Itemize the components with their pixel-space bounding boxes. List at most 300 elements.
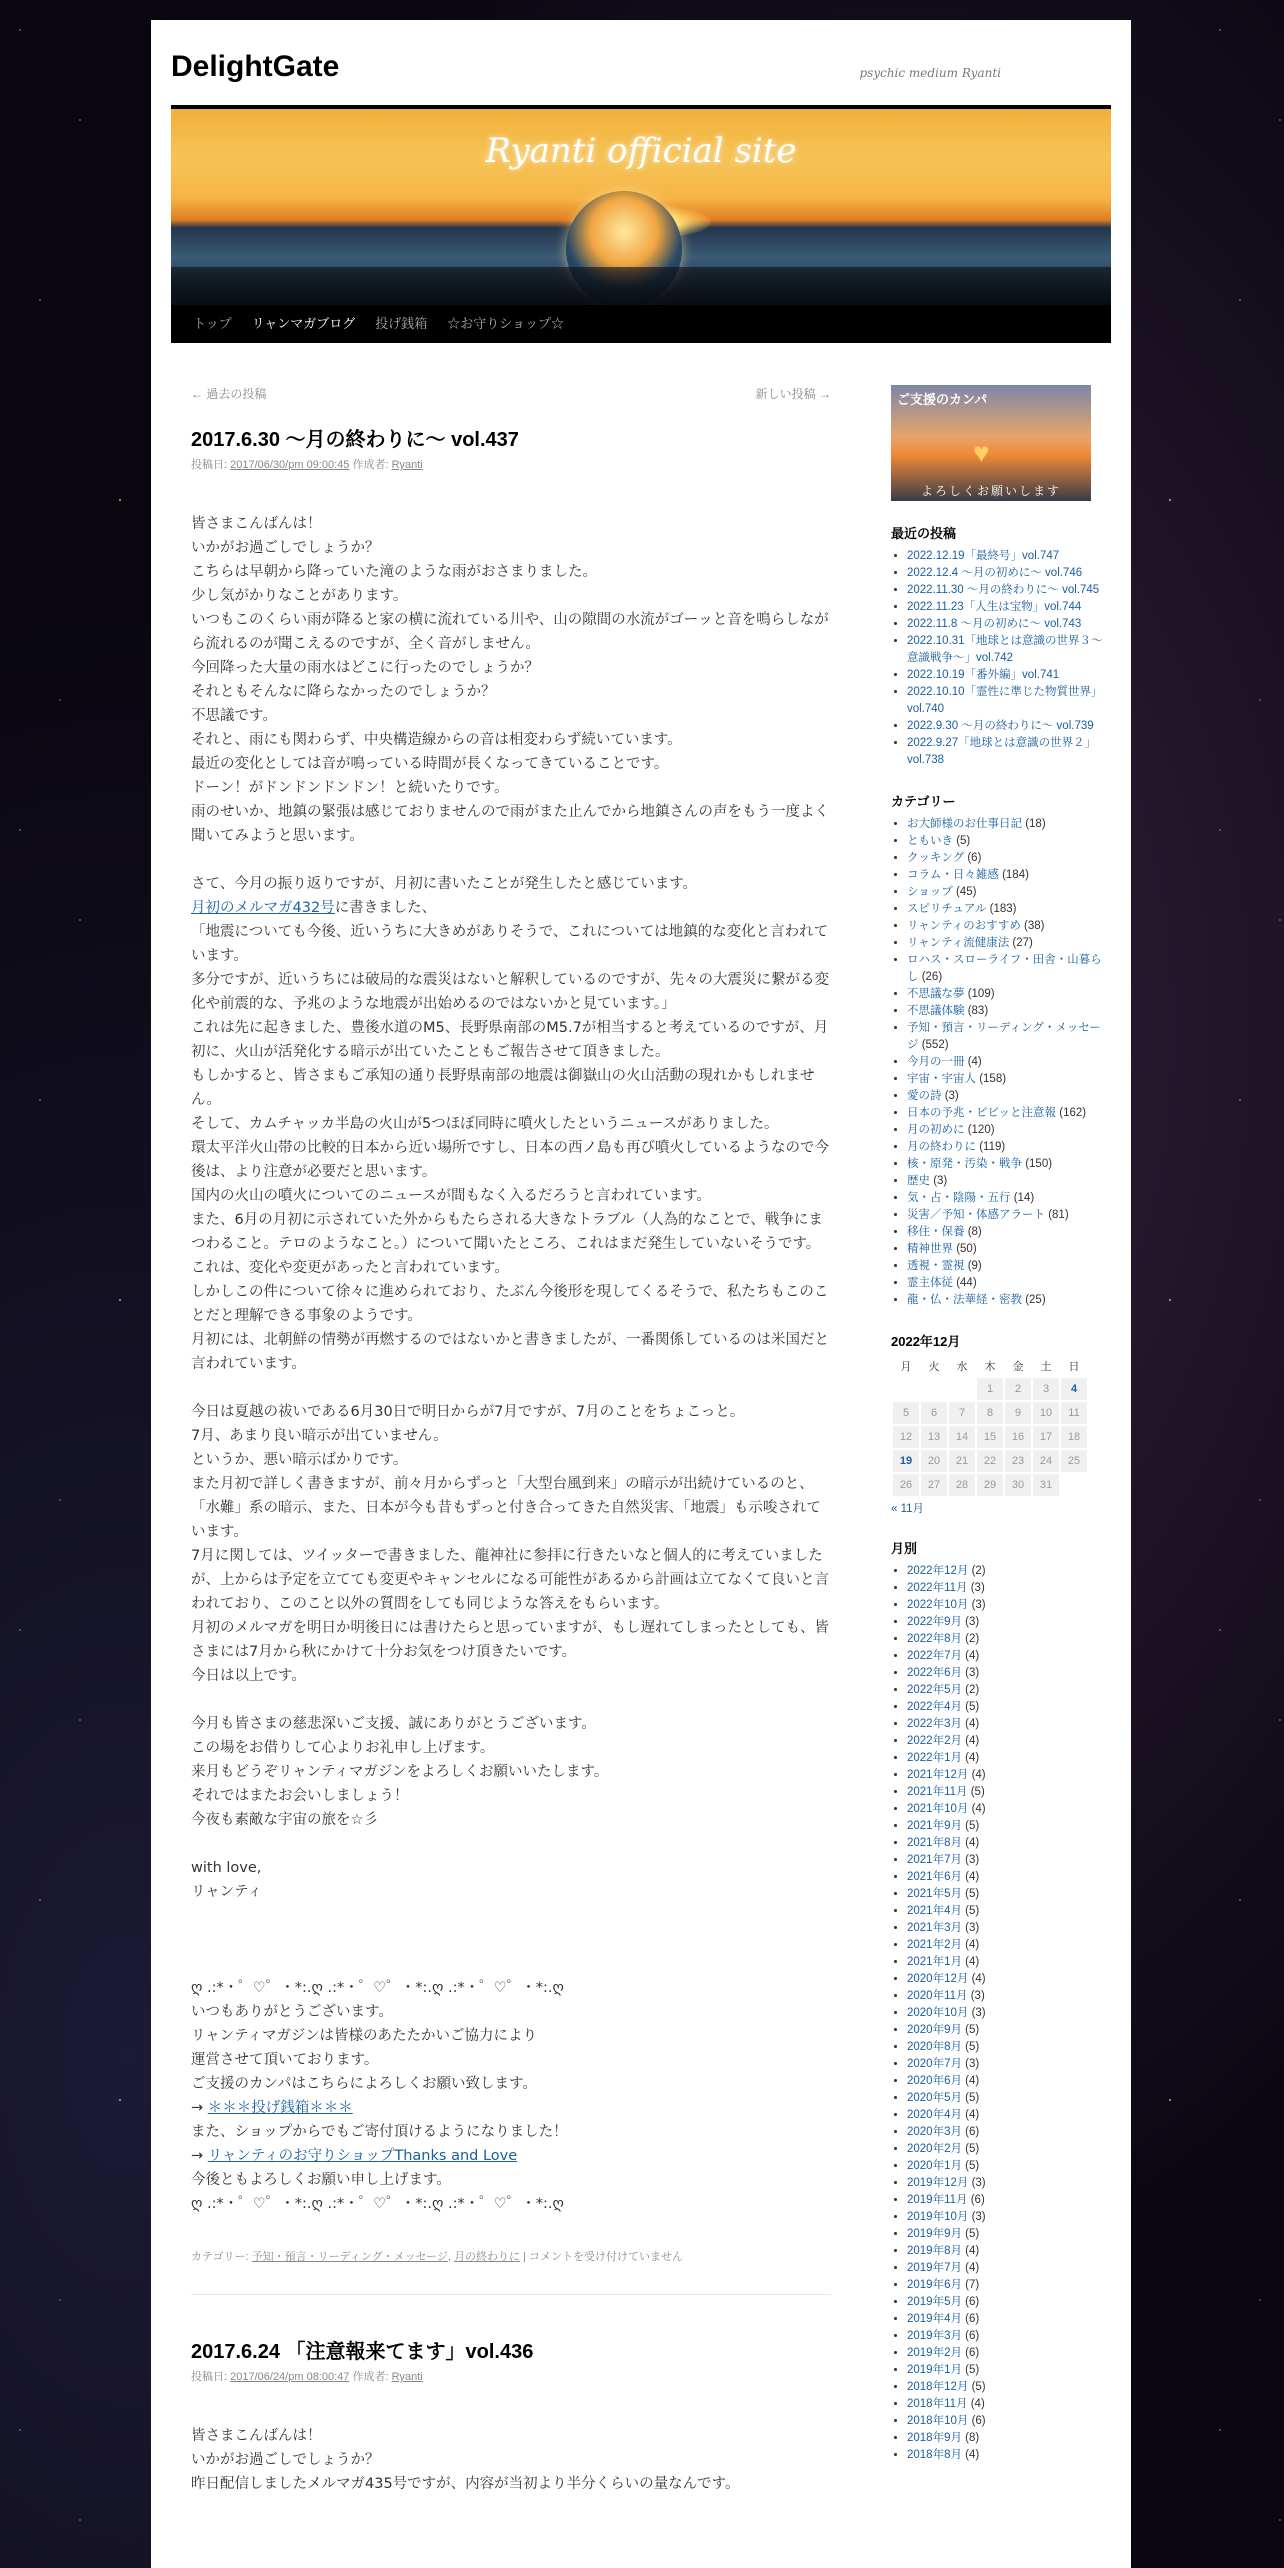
archive-link[interactable]: 2021年9月 [907, 1820, 962, 1832]
archive-link[interactable]: 2019年6月 [907, 2279, 962, 2291]
meta-author-label: 作成者: [349, 2371, 392, 2383]
calendar-day: 23 [1005, 1450, 1031, 1472]
calendar-week-row [893, 1378, 1087, 1400]
comments-closed-text: | コメントを受け付けていません [520, 2251, 684, 2263]
archive-link[interactable]: 2018年8月 [907, 2449, 962, 2461]
category-link[interactable]: 気・占・陰陽・五行 [907, 1192, 1011, 1204]
category-count: (50) [953, 1243, 977, 1255]
archive-count: (4) [967, 2398, 985, 2410]
archive-item [907, 2175, 1111, 2192]
calendar-weekday: 土 [1040, 1361, 1052, 1373]
archive-item [907, 1648, 1111, 1665]
archive-item [907, 1903, 1111, 1920]
link-donation-box[interactable]: ＊＊＊投げ銭箱＊＊＊ [207, 2100, 353, 2116]
archive-link[interactable]: 2020年2月 [907, 2143, 962, 2155]
category-link[interactable]: 核・原発・汚染・戦争 [907, 1158, 1022, 1170]
archive-link[interactable]: 2020年4月 [907, 2109, 962, 2121]
calendar-day: 12 [893, 1426, 919, 1448]
post-paragraph: 7月、あまり良い暗示が出ていません。 [191, 1428, 448, 1444]
archive-count: (2) [968, 1565, 986, 1577]
archive-item [907, 1835, 1111, 1852]
post-paragraph [191, 1832, 831, 1856]
archive-count: (3) [961, 2058, 980, 2070]
archive-link[interactable]: 2022年1月 [907, 1752, 962, 1764]
post-paragraph: 今夜も素敵な宇宙の旅を☆彡 [191, 1812, 378, 1828]
archive-count: (4) [961, 1650, 980, 1662]
archive-item [907, 1563, 1111, 1580]
post-paragraph [191, 848, 831, 872]
post-paragraph: しかしこの件について徐々に進められており、たぶん今後形を現してくるそうで、私たちもこのことだと理解できる事象のようです。 [191, 1284, 829, 1324]
archive-count: (3) [961, 1922, 980, 1934]
calendar-day[interactable]: 19 [893, 1450, 919, 1472]
post-paragraph: 7月に関しては、ツイッターで書きました、龍神社に参拝に行きたいなと個人的に考えていましたが、上からは予定を立てても変更やキャンセルになる可能性があるから計画は立てなくて良いと言われており、このこと以外の質問をしても同じような答えをもらいます。 [191, 1548, 829, 1612]
menu-item-shop[interactable]: ☆お守りショップ☆ [447, 316, 565, 331]
archive-count: (6) [961, 2296, 980, 2308]
archive-link[interactable]: 2021年11月 [907, 1786, 968, 1798]
post-author-link[interactable]: Ryanti [391, 459, 423, 471]
category-count: (38) [1020, 920, 1045, 932]
post-paragraph: 今日は以上です。 [191, 1668, 306, 1684]
archive-link[interactable]: 2019年5月 [907, 2296, 962, 2308]
category-count: (183) [986, 903, 1017, 915]
calendar-day: 10 [1033, 1402, 1059, 1424]
site-title[interactable]: DelightGate [171, 50, 340, 83]
archive-link[interactable]: 2022年11月 [907, 1582, 968, 1594]
category-link[interactable]: お大師様のお仕事日記 [907, 818, 1022, 830]
archive-count: (3) [961, 1854, 980, 1866]
recent-post-link[interactable]: 2022.11.23「人生は宝物」vol.744 [907, 601, 1082, 613]
archive-item [907, 1716, 1111, 1733]
category-count: (26) [918, 971, 943, 983]
archive-count: (5) [961, 1820, 980, 1832]
category-count: (5) [953, 835, 971, 847]
post-paragraph: そして、カムチャッカ半島の火山が5つほぼ同時に噴火したというニュースがありました。 [191, 1116, 779, 1132]
older-posts-link[interactable]: ← 過去の投稿 [191, 387, 267, 401]
archive-count: (6) [961, 2330, 980, 2342]
menu-item-top[interactable]: トップ [193, 316, 232, 331]
archive-count: (4) [961, 2109, 980, 2121]
archive-link[interactable]: 2019年4月 [907, 2313, 962, 2325]
link-omamori-shop[interactable]: リャンティのお守りショップThanks and Love [207, 2148, 518, 2164]
category-item [907, 1139, 1111, 1156]
post-paragraph: 昨日配信しましたメルマガ435号ですが、内容が当初より半分くらいの量なんです。 [191, 2476, 740, 2492]
archive-link[interactable]: 2019年11月 [907, 2194, 968, 2206]
post-date-link[interactable]: 2017/06/24/pm 08:00:47 [230, 2371, 350, 2383]
category-link[interactable]: 龍・仏・法華経・密教 [907, 1294, 1022, 1306]
archive-item [907, 2039, 1111, 2056]
archive-link[interactable]: 2021年7月 [907, 1854, 962, 1866]
recent-post-item [907, 565, 1111, 582]
category-count: (81) [1045, 1209, 1069, 1221]
category-link[interactable]: 日本の予兆・ビビッと注意報 [907, 1107, 1057, 1119]
calendar-day: 5 [893, 1402, 919, 1424]
meta-date-label: 投稿日: [191, 2371, 231, 2383]
post-paragraph: これは先に起きました、豊後水道のM5、長野県南部のM5.7が相当すると考えているのですが、月初に、火山が活発化する暗示が出ていたこともご報告させて頂きました。 [191, 1020, 829, 1060]
post-paragraph: また、ショップからでもご寄付頂けるようになりました！ [191, 2124, 568, 2140]
calendar-day: 8 [977, 1402, 1003, 1424]
archive-link[interactable]: 2021年3月 [907, 1922, 962, 1934]
calendar-week-row [893, 1474, 1087, 1496]
category-link[interactable]: コラム・日々雑感 [907, 869, 999, 881]
calendar-day: 17 [1033, 1426, 1059, 1448]
post-title[interactable]: 2017.6.24 「注意報来てます」vol.436 [191, 2341, 534, 2363]
post-paragraph: with love, [191, 1860, 262, 1876]
post-paragraph: また月初で詳しく書きますが、前々月からずっと「大型台風到来」の暗示が出続けているのと、「水難」系の暗示、また、日本が今も昔もずっと付き合ってきた自然災害、「地震」も示唆されています。 [191, 1476, 821, 1540]
post-paragraph: いかがお過ごしでしょうか？ [191, 540, 380, 556]
archive-link[interactable]: 2020年12月 [907, 1973, 969, 1985]
calendar-empty-cell [893, 1378, 919, 1400]
calendar-empty-cell [921, 1378, 947, 1400]
archive-link[interactable]: 2021年12月 [907, 1769, 969, 1781]
category-link[interactable]: リャンティのおすすめ [907, 920, 1021, 932]
main-content [191, 385, 831, 2496]
calendar-prev-link[interactable]: « 11月 [891, 1503, 925, 1515]
archive-count: (3) [968, 2007, 986, 2019]
archive-item [907, 1937, 1111, 1954]
category-link[interactable]: 不思議な夢 [907, 988, 965, 1000]
category-link[interactable]: 精神世界 [907, 1243, 953, 1255]
category-link[interactable]: 透視・霊視 [907, 1260, 965, 1272]
archive-count: (6) [961, 2313, 980, 2325]
recent-post-link[interactable]: 2022.9.27「地球とは意識の世界２」vol.738 [907, 737, 1097, 766]
archive-item [907, 1852, 1111, 1869]
menu-item-blog[interactable]: リャンマガブログ [251, 316, 356, 331]
archive-count: (2) [961, 1684, 980, 1696]
calendar-header-row [893, 1356, 1087, 1376]
archive-count: (6) [968, 2415, 986, 2427]
link-mailmag-432[interactable]: 月初のメルマガ432号 [191, 900, 335, 916]
archive-link[interactable]: 2022年4月 [907, 1701, 962, 1713]
calendar-day: 22 [977, 1450, 1003, 1472]
category-link[interactable]: 予知・預言・リーディング・メッセージ [907, 1022, 1101, 1051]
calendar-day: 11 [1061, 1402, 1087, 1424]
donation-banner-title: ご支援のカンパ [897, 392, 988, 407]
archive-count: (3) [967, 1990, 985, 2002]
archive-link[interactable]: 2022年12月 [907, 1565, 969, 1577]
archive-item [907, 2379, 1111, 2396]
recent-post-link[interactable]: 2022.9.30 ～月の終わりに～ vol.739 [907, 720, 1094, 732]
archive-link[interactable]: 2022年7月 [907, 1650, 962, 1662]
sidebar [891, 385, 1111, 2464]
archive-link[interactable]: 2021年4月 [907, 1905, 962, 1917]
category-item [907, 1105, 1111, 1122]
archive-count: (4) [961, 2075, 980, 2087]
category-item [907, 1054, 1111, 1071]
meta-author-label: 作成者: [349, 459, 392, 471]
archive-link[interactable]: 2019年12月 [907, 2177, 969, 2189]
post-paragraph [191, 896, 831, 920]
archive-link[interactable]: 2019年3月 [907, 2330, 962, 2342]
category-link[interactable]: ともいき [907, 835, 953, 847]
archive-link[interactable]: 2018年9月 [907, 2432, 962, 2444]
categories-heading: カテゴリー [891, 794, 956, 809]
post-body [191, 512, 831, 2216]
post-author-link[interactable]: Ryanti [391, 2371, 423, 2383]
archive-count: (4) [961, 1718, 980, 1730]
post-paragraph: 皆さまこんばんは！ [191, 2428, 322, 2444]
archive-link[interactable]: 2022年2月 [907, 1735, 962, 1747]
recent-post-link[interactable]: 2022.10.10「霊性に準じた物質世界」vol.740 [907, 686, 1103, 715]
post-paragraph [191, 1928, 831, 1952]
archive-count: (4) [961, 2245, 980, 2257]
category-count: (150) [1022, 1158, 1053, 1170]
category-count: (25) [1022, 1294, 1046, 1306]
archive-item [907, 2073, 1111, 2090]
archive-link[interactable]: 2022年8月 [907, 1633, 962, 1645]
archive-item [907, 2226, 1111, 2243]
calendar-day: 18 [1061, 1426, 1087, 1448]
archive-count: (4) [961, 1752, 980, 1764]
archive-count: (4) [961, 2449, 980, 2461]
post-paragraph: 月初のメルマガを明日か明後日には書けたらと思っていますが、もし遅れてしまったとしても、皆さまには7月から秋にかけて十分お気をつけ頂きたいです。 [191, 1620, 829, 1660]
category-item [907, 816, 1111, 833]
newer-posts-link[interactable]: 新しい投稿 → [755, 387, 831, 401]
archive-link[interactable]: 2019年8月 [907, 2245, 962, 2257]
archive-link[interactable]: 2022年3月 [907, 1718, 962, 1730]
recent-post-link[interactable]: 2022.11.8 ～月の初めに～ vol.743 [907, 618, 1082, 630]
archive-count: (5) [961, 2041, 980, 2053]
post-paragraph: それともそんなに降らなかったのでしょうか？ [191, 684, 496, 700]
archive-count: (6) [967, 2194, 985, 2206]
post-paragraph [191, 1904, 831, 1928]
categories-list [891, 816, 1111, 1309]
archive-link[interactable]: 2020年6月 [907, 2075, 962, 2087]
archive-link[interactable]: 2021年10月 [907, 1803, 969, 1815]
archive-link[interactable]: 2022年10月 [907, 1599, 969, 1611]
calendar-week-row [893, 1426, 1087, 1448]
calendar-day: 9 [1005, 1402, 1031, 1424]
archive-item [907, 2328, 1111, 2345]
calendar-day: 27 [921, 1474, 947, 1496]
category-link[interactable]: 歴史 [907, 1175, 930, 1187]
archive-link[interactable]: 2020年5月 [907, 2092, 962, 2104]
calendar-day: 29 [977, 1474, 1003, 1496]
archive-count: (4) [968, 1769, 986, 1781]
calendar-week-row [893, 1402, 1087, 1424]
post-paragraph: 今回降った大量の雨水はどこに行ったのでしょうか？ [191, 660, 539, 676]
archive-link[interactable]: 2022年9月 [907, 1616, 962, 1628]
menu-item-donation[interactable]: 投げ銭箱 [375, 316, 428, 331]
calendar-weekday: 水 [956, 1361, 968, 1373]
recent-post-link[interactable]: 2022.12.19「最終号」vol.747 [907, 550, 1060, 562]
calendar-day[interactable]: 4 [1061, 1378, 1087, 1400]
archive-count: (5) [961, 1701, 980, 1713]
archive-count: (8) [961, 2432, 980, 2444]
post-paragraph: ღ .:*・゜♡゜・*:.ღ .:*・゜♡゜・*:.ღ .:*・゜♡゜・*:.ღ [191, 1980, 564, 1996]
archive-link[interactable]: 2020年9月 [907, 2024, 962, 2036]
category-link[interactable]: ロハス・スローライフ・田舎・山暮らし [907, 954, 1102, 983]
archive-item [907, 2294, 1111, 2311]
post-436 [191, 2335, 831, 2496]
archive-link[interactable]: 2018年10月 [907, 2415, 969, 2427]
archive-link[interactable]: 2022年6月 [907, 1667, 962, 1679]
recent-post-link[interactable]: 2022.10.19「番外編」vol.741 [907, 669, 1060, 681]
category-item [907, 850, 1111, 867]
archive-count: (3) [968, 2211, 986, 2223]
archive-count: (5) [961, 2160, 980, 2172]
category-link[interactable]: ショップ [907, 886, 953, 898]
archive-link[interactable]: 2020年8月 [907, 2041, 962, 2053]
category-link[interactable]: スピリチュアル [907, 903, 987, 915]
post-paragraph: 少し気がかりなことがあります。 [191, 588, 408, 604]
archives-list [891, 1563, 1111, 2464]
calendar-week-row [893, 1450, 1087, 1472]
post-paragraph: 今月も皆さまの慈悲深いご支援、誠にありがとうございます。 [191, 1716, 596, 1732]
category-item [907, 1207, 1111, 1224]
calendar-empty-cell [949, 1378, 975, 1400]
category-count: (184) [998, 869, 1029, 881]
archive-link[interactable]: 2020年11月 [907, 1990, 968, 2002]
archive-item [907, 1886, 1111, 1903]
post-paragraph: ღ .:*・゜♡゜・*:.ღ .:*・゜♡゜・*:.ღ .:*・゜♡゜・*:.ღ [191, 2196, 564, 2212]
archive-count: (3) [961, 1616, 980, 1628]
archive-link[interactable]: 2021年6月 [907, 1871, 962, 1883]
category-item [907, 1241, 1111, 1258]
post-paragraph: この場をお借りして心よりお礼申し上げます。 [191, 1740, 495, 1756]
category-count: (45) [952, 886, 977, 898]
post-paragraph: 雨のせいか、地鎮の緊張は感じておりませんので雨がまた止んでから地鎮さんの声をもう一度よく聞いてみようと思います。 [191, 804, 829, 844]
post-paragraph [191, 1952, 831, 1976]
archive-link[interactable]: 2021年2月 [907, 1939, 962, 1951]
category-link[interactable]: 不思議体験 [907, 1005, 965, 1017]
post-paragraph: 「地震についても今後、近いうちに大きめがありそうで、これについては地鎮的な変化と言われています。 [191, 924, 829, 964]
archive-item [907, 1971, 1111, 1988]
category-link[interactable]: 霊主体従 [907, 1277, 953, 1289]
archive-item [907, 1614, 1111, 1631]
archive-link[interactable]: 2022年5月 [907, 1684, 962, 1696]
archive-link[interactable]: 2019年10月 [907, 2211, 969, 2223]
heart-hands-icon: ♥ [973, 437, 990, 468]
calendar-day: 13 [921, 1426, 947, 1448]
category-count: (119) [976, 1141, 1006, 1153]
category-link-prophecy[interactable]: 予知・預言・リーディング・メッセージ [251, 2251, 448, 2263]
archive-count: (3) [968, 1599, 986, 1611]
recent-post-link[interactable]: 2022.12.4 ～月の初めに～ vol.746 [907, 567, 1083, 579]
archive-count: (5) [961, 1905, 980, 1917]
archive-item [907, 2209, 1111, 2226]
archives-heading: 月別 [891, 1541, 918, 1556]
calendar-day: 25 [1061, 1450, 1087, 1472]
archive-count: (3) [968, 2177, 986, 2189]
archive-link[interactable]: 2018年11月 [907, 2398, 968, 2410]
archive-count: (5) [961, 2228, 980, 2240]
archive-count: (4) [961, 1956, 980, 1968]
category-link[interactable]: リャンティ流健康法 [907, 937, 1010, 949]
category-link[interactable]: 今月の一冊 [907, 1056, 965, 1068]
calendar-day: 30 [1005, 1474, 1031, 1496]
category-count: (4) [964, 1056, 982, 1068]
calendar-weekday: 月 [900, 1361, 912, 1373]
calendar-weekday: 火 [928, 1361, 940, 1373]
post-paragraph: 来月もどうぞリャンティマガジンをよろしくお願いいたします。 [191, 1764, 609, 1780]
category-count: (120) [964, 1124, 995, 1136]
calendar-day: 28 [949, 1474, 975, 1496]
recent-post-item [907, 599, 1111, 616]
calendar-table [891, 1354, 1089, 1498]
archive-item [907, 2277, 1111, 2294]
category-link[interactable]: クッキング [907, 852, 965, 864]
recent-post-item [907, 667, 1111, 684]
category-item [907, 867, 1111, 884]
archive-link[interactable]: 2020年3月 [907, 2126, 962, 2138]
archive-link[interactable]: 2020年1月 [907, 2160, 962, 2172]
archive-count: (5) [961, 1888, 980, 1900]
recent-post-link[interactable]: 2022.10.31「地球とは意識の世界３～意識戦争～」vol.742 [907, 635, 1103, 664]
post-paragraph: 今後ともよろしくお願い申し上げます。 [191, 2172, 451, 2188]
calendar-weekday: 金 [1012, 1361, 1024, 1373]
calendar-day: 6 [921, 1402, 947, 1424]
archive-item [907, 2311, 1111, 2328]
post-paragraph: 不思議です。 [191, 708, 277, 724]
post-meta [191, 2368, 831, 2384]
recent-post-link[interactable]: 2022.11.30 ～月の終わりに～ vol.745 [907, 584, 1100, 596]
archive-count: (5) [961, 2024, 980, 2036]
post-paragraph: 月初には、北朝鮮の情勢が再燃するのではないかと書きましたが、一番関係しているのは米国だと言われています。 [191, 1332, 829, 1372]
category-item [907, 1292, 1111, 1309]
category-link-month-end[interactable]: 月の終わりに [454, 2251, 521, 2263]
archive-item [907, 1920, 1111, 1937]
category-link[interactable]: 宇宙・宇宙人 [907, 1073, 976, 1085]
archive-link[interactable]: 2018年12月 [907, 2381, 969, 2393]
archive-link[interactable]: 2021年8月 [907, 1837, 962, 1849]
category-item [907, 1190, 1111, 1207]
post-date-link[interactable]: 2017/06/30/pm 09:00:45 [230, 459, 350, 471]
donation-banner-image[interactable] [891, 385, 1091, 501]
recent-post-item [907, 548, 1111, 565]
archive-count: (7) [961, 2279, 980, 2291]
calendar-day: 21 [949, 1450, 975, 1472]
arrow-prefix: → [191, 2100, 208, 2116]
category-item [907, 1156, 1111, 1173]
archive-link[interactable]: 2020年10月 [907, 2007, 969, 2019]
category-link[interactable]: 災害／予知・体感アラート [907, 1209, 1045, 1221]
category-link[interactable]: 月の初めに [907, 1124, 965, 1136]
archive-item [907, 1699, 1111, 1716]
category-item [907, 1275, 1111, 1292]
category-link[interactable]: 月の終わりに [907, 1141, 976, 1153]
archive-link[interactable]: 2020年7月 [907, 2058, 962, 2070]
archive-item [907, 1784, 1111, 1801]
calendar-day: 16 [1005, 1426, 1031, 1448]
archive-link[interactable]: 2021年1月 [907, 1956, 962, 1968]
archive-count: (4) [961, 1837, 980, 1849]
archive-link[interactable]: 2019年9月 [907, 2228, 962, 2240]
calendar-day: 31 [1033, 1474, 1059, 1496]
archive-link[interactable]: 2019年2月 [907, 2347, 962, 2359]
post-paragraph: それと、雨にも関わらず、中央構造線からの音は相変わらず続いています。 [191, 732, 682, 748]
arrow-prefix: → [191, 2148, 208, 2164]
archive-item [907, 2362, 1111, 2379]
archive-link[interactable]: 2021年5月 [907, 1888, 962, 1900]
category-item [907, 1224, 1111, 1241]
category-link[interactable]: 愛の詩 [907, 1090, 942, 1102]
post-paragraph: ご支援のカンパはこちらによろしくお願い致します。 [191, 2076, 537, 2092]
shoreline-shadow [171, 267, 1111, 307]
category-item [907, 1173, 1111, 1190]
post-title[interactable]: 2017.6.30 ～月の終わりに～ vol.437 [191, 429, 519, 451]
category-count: (83) [964, 1005, 989, 1017]
category-item [907, 1122, 1111, 1139]
post-paragraph: 皆さまこんばんは！ [191, 516, 322, 532]
post-paragraph: というか、悪い暗示ばかりです。 [191, 1452, 408, 1468]
category-link[interactable]: 移住・保養 [907, 1226, 965, 1238]
post-paragraph: ドーン！がドンドンドンドン！と続いたりです。 [191, 780, 509, 796]
archive-link[interactable]: 2019年7月 [907, 2262, 962, 2274]
archive-item [907, 2345, 1111, 2362]
archive-item [907, 2158, 1111, 2175]
archive-link[interactable]: 2019年1月 [907, 2364, 962, 2376]
post-paragraph: 多分ですが、近いうちには破局的な震災はないと解釈しているのですが、先々の大震災に繋がる変化や前震的な、予兆のような地震が出始めるのではないかと見ています。」 [191, 972, 829, 1012]
